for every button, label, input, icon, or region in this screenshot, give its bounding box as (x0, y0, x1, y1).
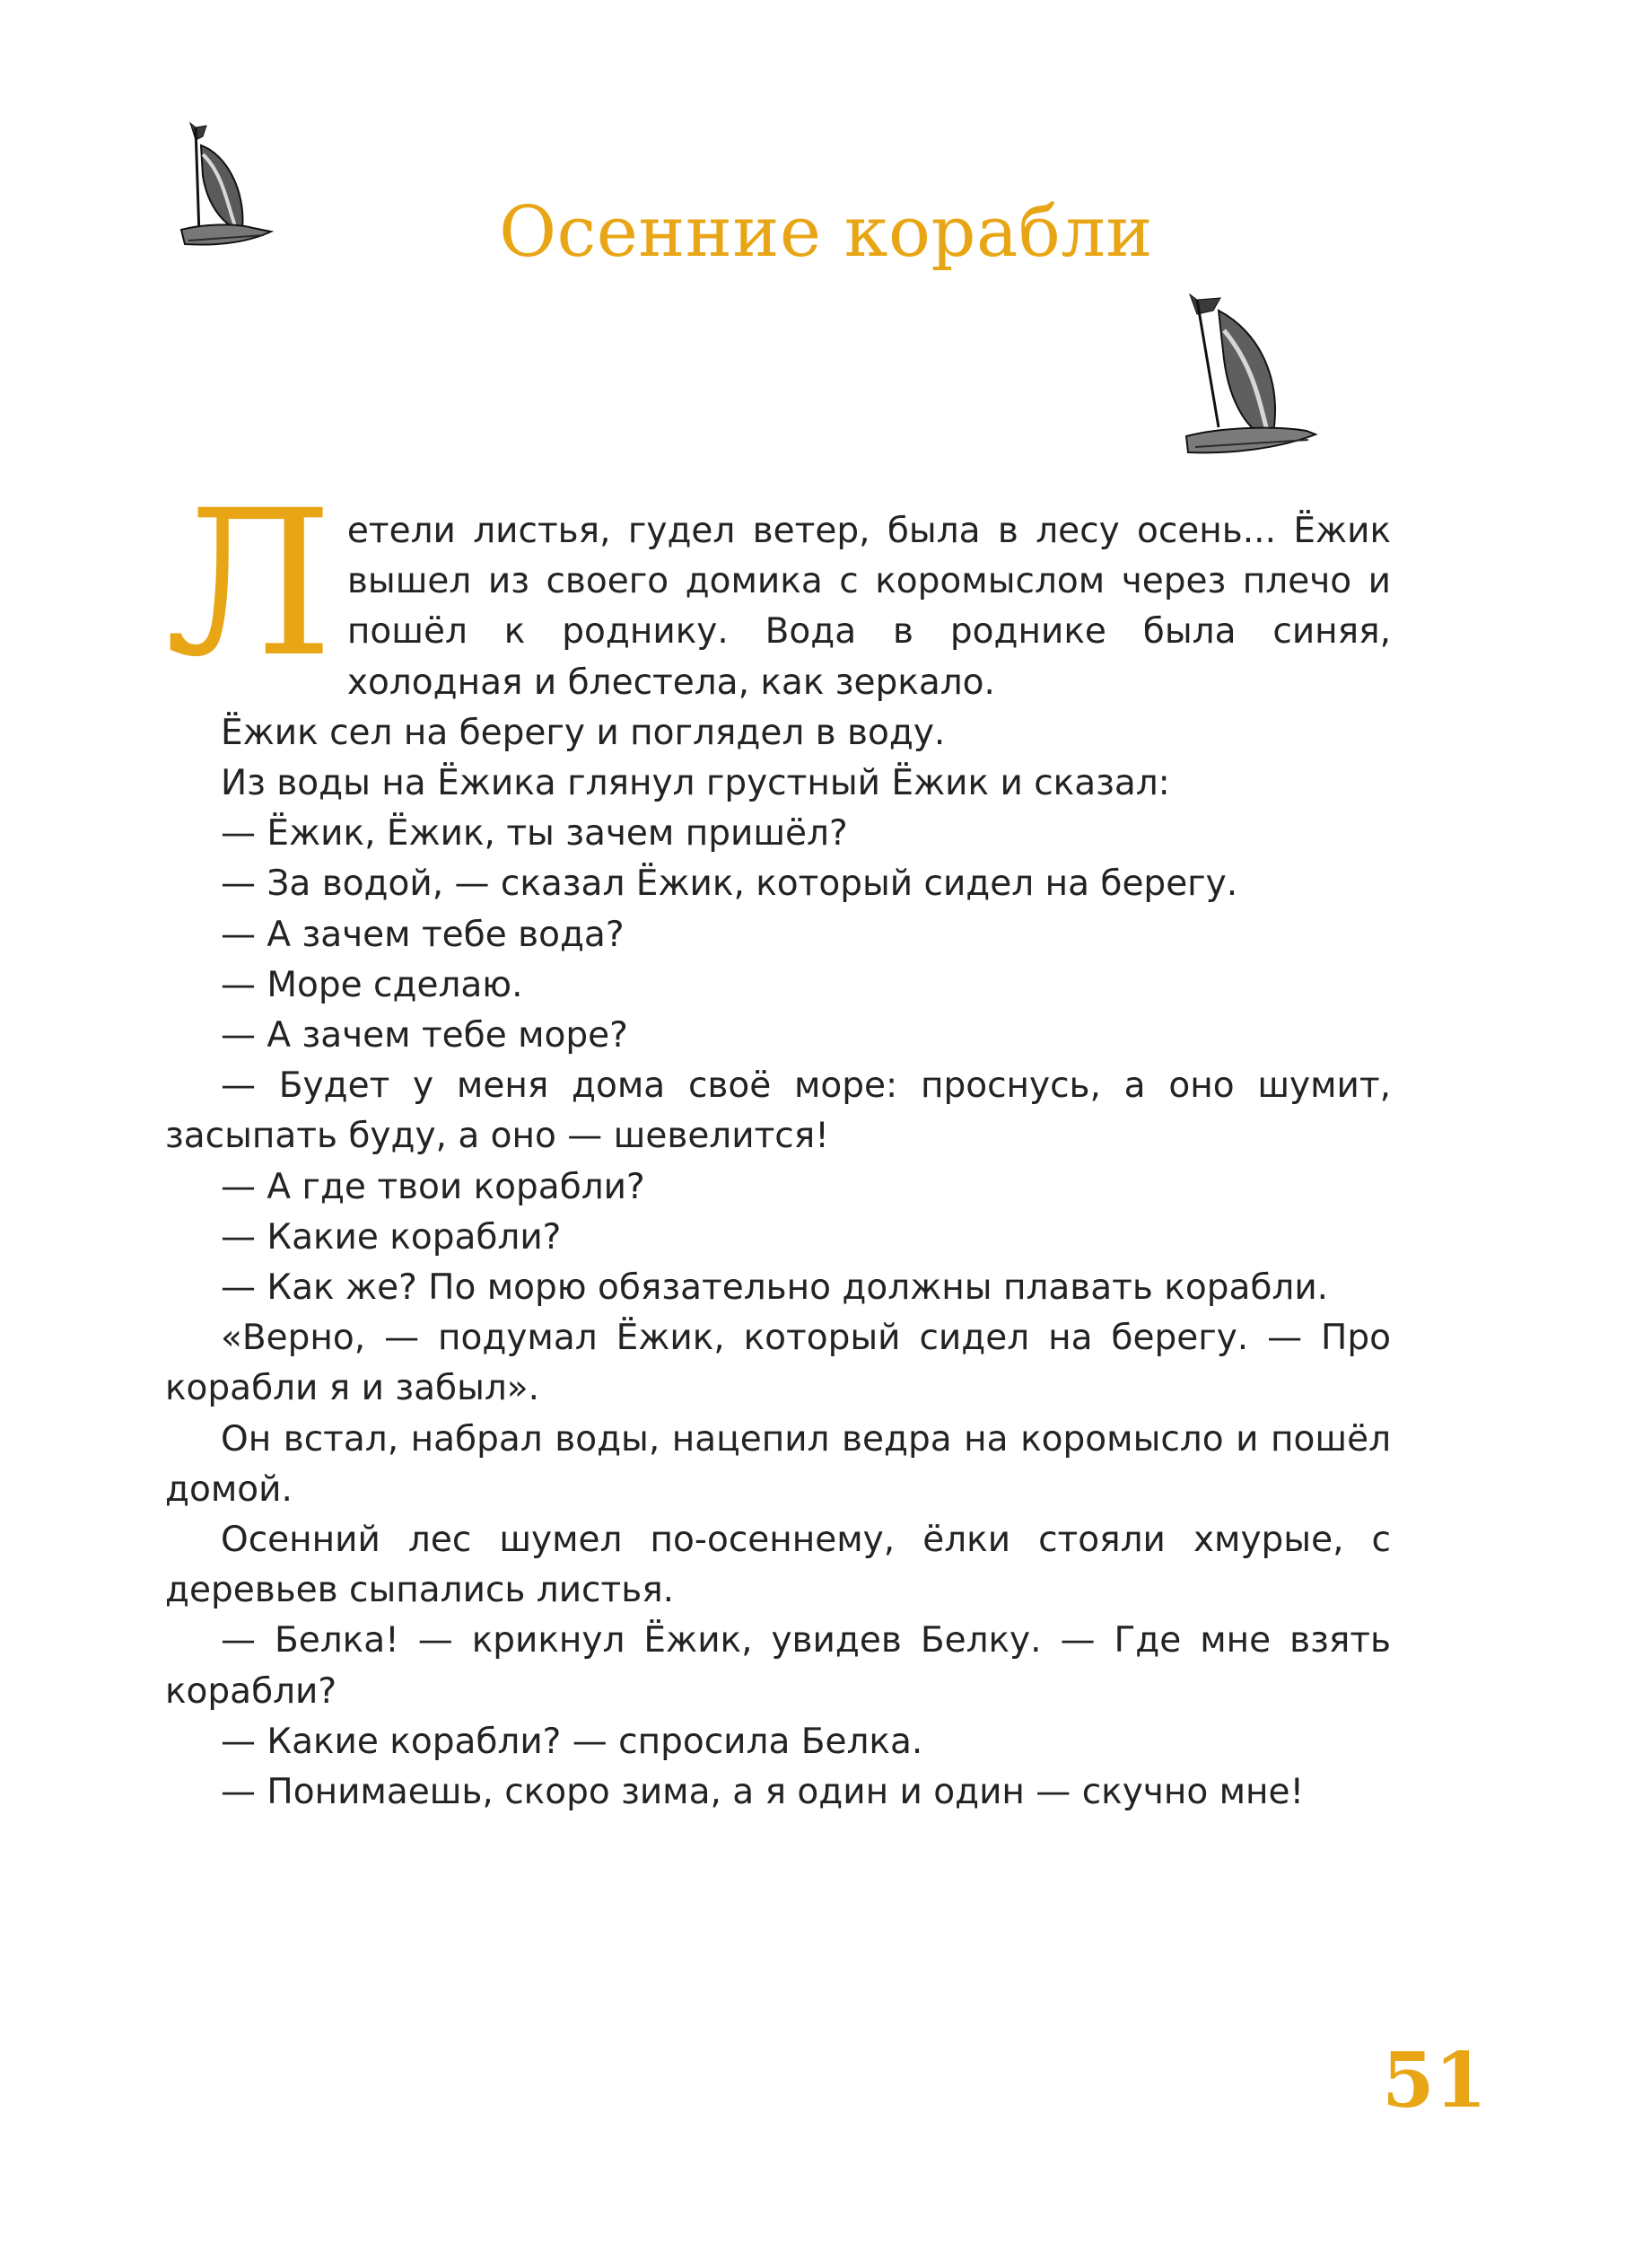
paragraph-4: — Ёжик, Ёжик, ты зачем пришёл? (221, 813, 848, 855)
paragraph-16: — Белка! — крикнул Ёжик, увидев Белку. — Где мне взять корабли? (165, 1620, 1391, 1712)
paragraph-13: «Верно, — подумал Ёжик, который сидел на берегу. — Про корабли я и забыл». (165, 1318, 1391, 1409)
paragraph-5: — За водой, — сказал Ёжик, который сидел на берегу. (221, 863, 1238, 905)
paragraph-7: — Море сделаю. (221, 964, 523, 1005)
page-title: Осенние корабли (499, 192, 1153, 273)
paragraph-18: — Понимаешь, скоро зима, а я один и один — скучно мне! (221, 1772, 1305, 1813)
boat-illustration-right (1174, 284, 1324, 470)
paragraph-17: — Какие корабли? — спросила Белка. (221, 1721, 923, 1762)
story-text (165, 467, 1391, 1818)
paragraph-3: Из воды на Ёжика глянул грустный Ёжик и сказал: (221, 763, 1170, 804)
page-number: 51 (1382, 2036, 1487, 2125)
paragraph-9: — Будет у меня дома своё море: проснусь, а оно шумит, засыпать буду, а оно — шевелится! (165, 1065, 1391, 1157)
paragraph-15: Осенний лес шумел по-осеннему, ёлки стояли хмурые, с деревьев сыпались листья. (165, 1520, 1391, 1611)
paragraph-2: Ёжик сел на берегу и поглядел в воду. (221, 712, 946, 753)
paragraph-14: Он встал, набрал воды, нацепил ведра на коромысло и пошёл домой. (165, 1418, 1391, 1510)
paragraph-12: — Как же? По морю обязательно должны плавать корабли. (221, 1267, 1329, 1309)
paragraph-8: — А зачем тебе море? (221, 1015, 628, 1056)
paragraph-11: — Какие корабли? (221, 1216, 562, 1258)
paragraph-10: — А где твои корабли? (221, 1166, 645, 1207)
paragraph-text: етели листья, гудел ветер, была в лесу осень... Ёжик вышел из своего домика с коромыслом через плечо и пошёл к роднику. Вода в роднике была синяя, холодная и блестела, как зеркало. (346, 511, 1391, 703)
drop-cap: Л (165, 467, 333, 701)
paragraph-1 (165, 467, 1391, 708)
paragraph-6: — А зачем тебе вода? (221, 914, 625, 955)
